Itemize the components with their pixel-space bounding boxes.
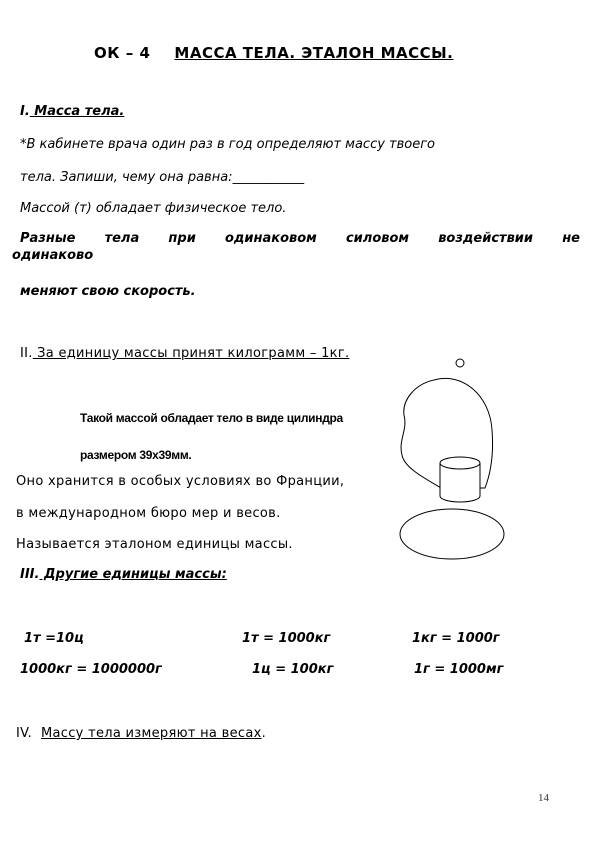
equation-4: 1000кг = 1000000г bbox=[20, 662, 162, 677]
cylinder-standard-icon bbox=[440, 457, 480, 502]
section4-text: Массу тела измеряют на весах bbox=[40, 726, 262, 741]
mass-standard-illustration bbox=[380, 350, 500, 565]
section1-title: Масса тела. bbox=[29, 104, 125, 119]
section1-num: I. bbox=[20, 104, 30, 119]
section1-line4: Разные тела при одинаковом силовом воздействии не bbox=[20, 231, 580, 246]
section2-line2: в международном бюро мер и весов. bbox=[16, 506, 281, 521]
section4-line bbox=[16, 726, 266, 741]
title-text: МАССА ТЕЛА. ЭТАЛОН МАССЫ. bbox=[174, 44, 454, 62]
section4-end: . bbox=[261, 726, 267, 741]
section2-title: За единицу массы принят килограмм – 1кг. bbox=[32, 346, 350, 361]
section2-num: II. bbox=[20, 346, 33, 361]
page-title bbox=[94, 44, 453, 62]
base-dish-icon bbox=[400, 509, 504, 559]
section3-title: Другие единицы массы: bbox=[39, 567, 227, 582]
cylinder-description-1: Такой массой обладает тело в виде цилиндра bbox=[80, 411, 343, 425]
section3-num: III. bbox=[20, 567, 40, 582]
equation-3: 1кг = 1000г bbox=[412, 631, 500, 646]
bell-jar-knob bbox=[456, 359, 464, 367]
equation-6: 1г = 1000мг bbox=[414, 662, 504, 677]
title-code: ОК – 4 bbox=[94, 44, 151, 62]
section2-line3: Называется эталоном единицы массы. bbox=[16, 537, 293, 552]
answer-blank: ___________ bbox=[232, 170, 305, 185]
equation-1: 1т =10ц bbox=[24, 631, 84, 646]
cylinder-description-2: размером 39х39мм. bbox=[80, 448, 192, 462]
section1-line5: меняют свою скорость. bbox=[20, 284, 196, 299]
section2-heading bbox=[20, 346, 349, 361]
section1-line3: Массой (т) обладает физическое тело. bbox=[20, 201, 287, 216]
section1-line2 bbox=[20, 170, 304, 185]
equation-5: 1ц = 100кг bbox=[252, 662, 334, 677]
section1-line4-wrap: одинаково bbox=[12, 248, 94, 263]
section1-heading bbox=[20, 104, 124, 119]
page-number: 14 bbox=[538, 792, 549, 804]
section1-line1: *В кабинете врача один раз в год определяют массу твоего bbox=[20, 137, 436, 152]
equation-2: 1т = 1000кг bbox=[242, 631, 331, 646]
section2-line1: Оно хранится в особых условиях во Франции, bbox=[16, 474, 345, 489]
section1-line2-text: тела. Запиши, чему она равна: bbox=[20, 170, 233, 185]
section4-num: IV. bbox=[16, 726, 33, 741]
section3-heading bbox=[20, 567, 227, 582]
